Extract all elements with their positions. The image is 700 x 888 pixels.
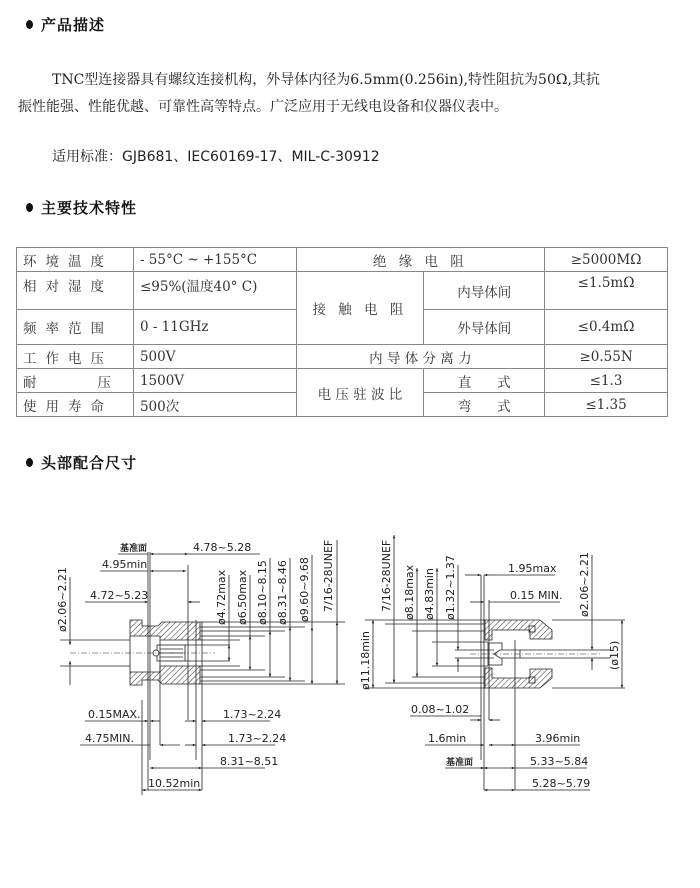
right-dim-thread: 7/16-28UNEF [380,539,393,612]
left-dim-4-75: 4.75MIN. [85,732,134,745]
right-dim-1-95: 1.95max [508,562,557,575]
spec-label-char: 压 [97,374,111,391]
bullet-icon [26,20,33,29]
spec-label: 接 触 电 阻 [296,272,424,345]
spec-value: 500V [133,345,296,369]
spec-value: ≥0.55N [545,345,668,369]
section-title-specs [26,197,137,218]
spec-value: ≤0.4mΩ [545,310,668,345]
section-title-text: 头部配合尺寸 [41,454,138,472]
section-title-dimensions [26,452,137,473]
left-dim-dia-8-10: ø8.10~8.15 [256,560,269,625]
left-dim-4-95: 4.95min [102,558,148,571]
spec-value: ≤1.5mΩ [545,272,668,310]
applicable-standards: 适用标准：GJB681、IEC60169-17、MIL-C-30912 [52,149,380,165]
left-dim-dia-4-72: ø4.72max [215,569,228,625]
spec-value: 0 - 11GHz [133,310,296,345]
spec-label: 工作电压 [17,345,134,369]
right-dim-5-33: 5.33~5.84 [530,755,589,768]
section-title-description [26,14,105,35]
bullet-icon [26,203,33,212]
spec-value: ≤95%(温度40° C) [133,272,296,310]
spec-sublabel: 直 式 [424,369,545,393]
mating-dimension-drawings [0,520,700,820]
right-dim-dia-15: (ø15) [608,640,621,670]
left-dim-0-15: 0.15MAX. [88,708,141,721]
right-body-top [485,620,552,640]
table-row [17,369,668,393]
left-dim-dia-9-60: ø9.60~9.68 [298,557,311,622]
left-dim-1-73-b: 1.73~2.24 [228,732,287,745]
left-ref-plane: 基准面 [120,544,148,554]
section-title-text: 产品描述 [41,16,106,34]
spec-value: 500次 [133,393,296,417]
specs-table [16,247,668,417]
spec-value: 1500V [133,369,296,393]
spec-sublabel: 内导体间 [424,272,545,310]
spec-value: - 55°C ~ +155°C [133,248,296,272]
left-dim-4-72: 4.72~5.23 [90,589,149,602]
left-dim-10-52: 10.52min [148,777,201,790]
spec-label: 绝 缘 电 阻 [296,248,544,272]
right-dim-1-6: 1.6min [428,732,467,745]
spec-value: ≤1.3 [545,369,668,393]
left-dim-dia-2-06: ø2.06~2.21 [56,567,69,632]
left-dim-8-31: 8.31~8.51 [220,755,279,768]
description-line-1: TNC型连接器具有螺纹连接机构，外导体内径为6.5mm(0.256in),特性阻抗为50Ω,其抗 [52,72,600,88]
spec-label-char: 耐 [23,374,37,391]
spec-label: 电 压 驻 波 比 [296,369,424,417]
spec-label: 相对湿度 [17,272,134,310]
description-paragraph [18,67,678,121]
right-dim-3-96: 3.96min [535,732,581,745]
table-row [17,345,668,369]
left-dimension-labels [56,540,335,790]
spec-label: 使用寿命 [17,393,134,417]
right-dim-dia-11-18: ø11.18min [359,631,372,690]
right-ref-plane: 基准面 [446,758,474,768]
table-row [17,248,668,272]
right-dim-0-15: 0.15 MIN. [510,589,563,602]
description-line-2: 振性能强、性能优越、可靠性高等特点。广泛应用于无线电设备和仪器仪表中。 [18,99,508,115]
spec-sublabel: 弯 式 [424,393,545,417]
spec-label [17,369,134,393]
spec-label: 频率范围 [17,310,134,345]
right-dim-dia-2-06: ø2.06~2.21 [578,552,591,617]
left-dim-dia-6-50: ø6.50max [236,569,249,625]
right-dim-dia-4-83: ø4.83min [423,568,436,620]
left-dim-4-78: 4.78~5.28 [193,541,252,554]
right-dim-0-08: 0.08~1.02 [411,703,470,716]
left-dim-1-73-a: 1.73~2.24 [223,708,282,721]
spec-value: ≤1.35 [545,393,668,417]
right-dim-dia-1-32: ø1.32~1.37 [444,555,457,620]
table-row [17,272,668,310]
right-body-bottom [485,668,552,688]
left-dim-thread: 7/16-28UNEF [322,539,335,612]
bullet-icon [26,458,33,467]
left-body-bottom [130,666,200,685]
left-body-top [130,620,200,640]
spec-label: 环境温度 [17,248,134,272]
right-dim-5-28: 5.28~5.79 [532,777,591,790]
right-dim-dia-8-18: ø8.18max [403,564,416,620]
spec-value: ≥5000MΩ [545,248,668,272]
left-dim-dia-8-31: ø8.31~8.46 [276,560,289,625]
spec-sublabel: 外导体间 [424,310,545,345]
section-title-text: 主要技术特性 [41,199,138,217]
spec-label: 内 导 体 分 离 力 [296,345,544,369]
